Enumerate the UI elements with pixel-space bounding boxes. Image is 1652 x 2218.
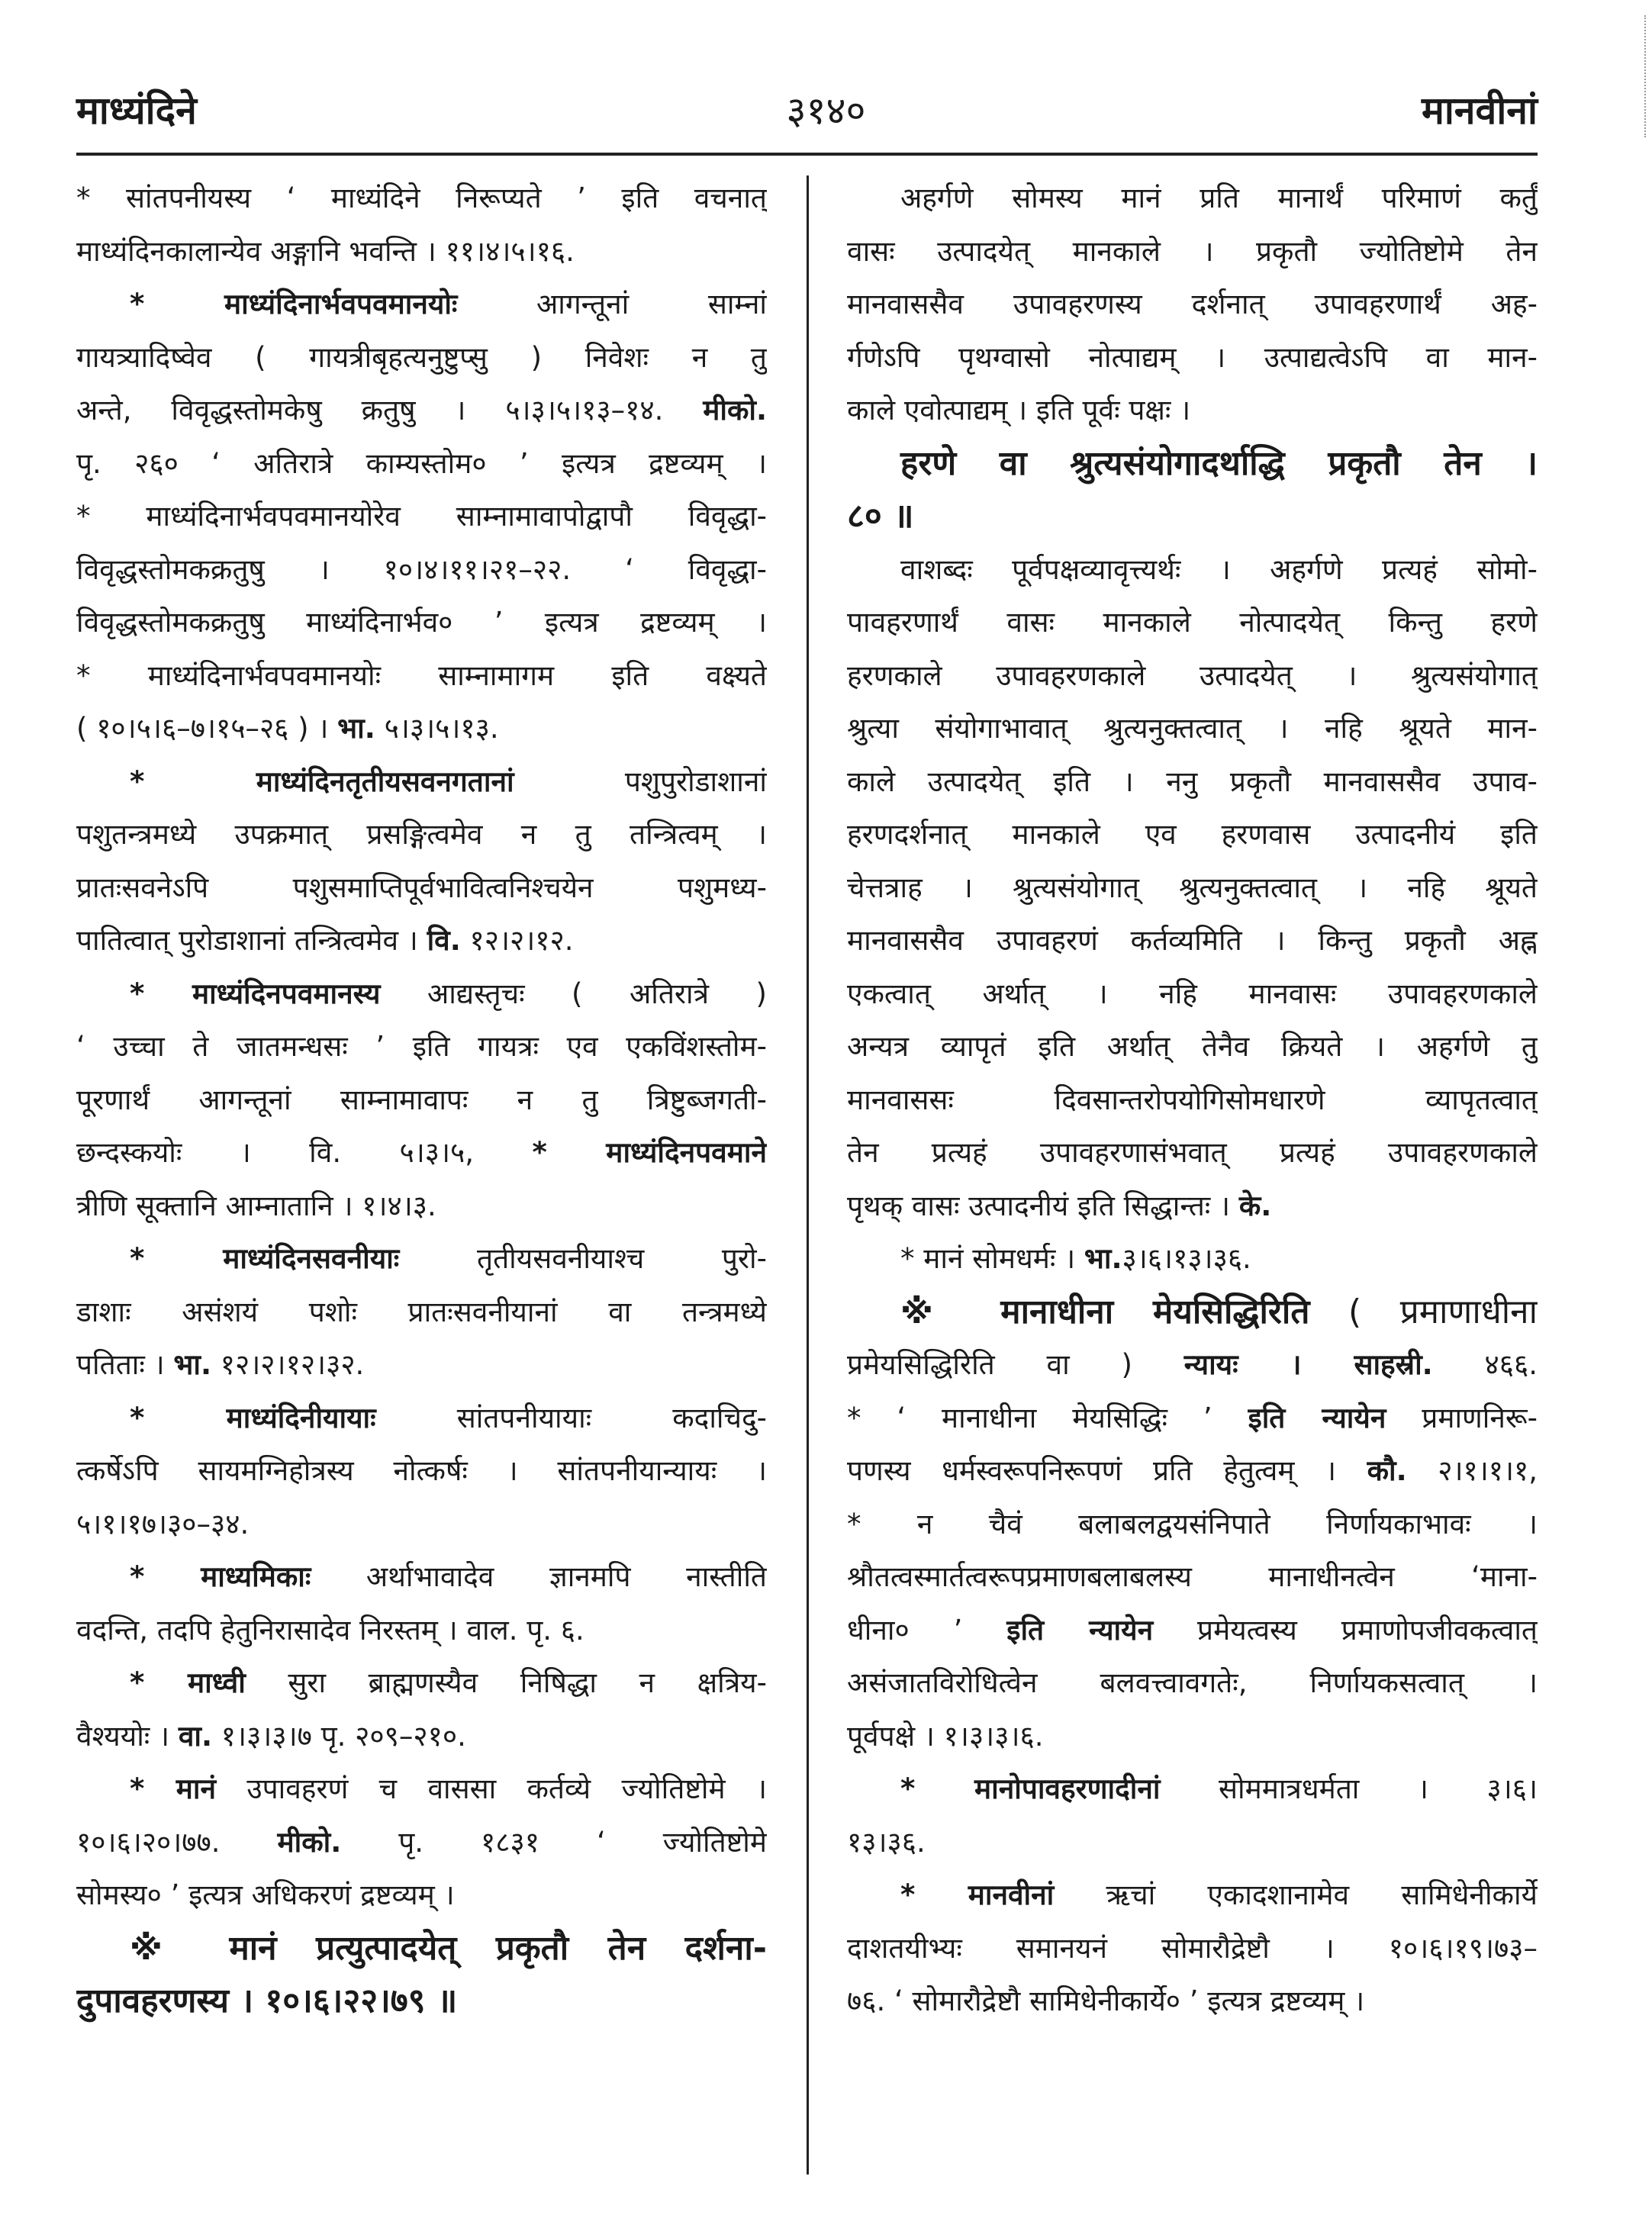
text-line bbox=[847, 1074, 1538, 1127]
text-line bbox=[847, 1338, 1538, 1392]
text-line bbox=[847, 490, 1538, 543]
text-line bbox=[76, 1816, 767, 1869]
bold-term: इति न्यायेन bbox=[1006, 1613, 1154, 1647]
text-run: ( १०।५।६–७।१५–२६ ) । bbox=[76, 712, 338, 745]
text-run: पशुतन्त्रमध्ये उपक्रमात् प्रसङ्गित्वमेव न तु तन्त्रित्वम् । bbox=[76, 818, 767, 851]
text-line bbox=[76, 702, 767, 755]
bold-term: भा. bbox=[173, 1348, 212, 1381]
bold-term: इति न्यायेन bbox=[1248, 1401, 1386, 1434]
text-line bbox=[847, 1656, 1538, 1710]
text-line bbox=[76, 649, 767, 703]
text-run: पतिताः । bbox=[76, 1348, 174, 1381]
bold-term: मीको. bbox=[703, 394, 767, 427]
text-run: श्रुत्या संयोगाभावात् श्रुत्यनुक्तत्वात् । नहि श्रूयते मान- bbox=[847, 712, 1538, 745]
text-line bbox=[76, 331, 767, 385]
text-run: पूरणार्थं आगन्तूनां साम्नामावापः न तु त्रिष्टुब्जगती- bbox=[76, 1083, 767, 1116]
bold-term: * माध्वी bbox=[130, 1666, 246, 1699]
text-run: २।१।१।१, bbox=[1406, 1454, 1538, 1487]
bold-term: * मानं bbox=[130, 1772, 217, 1805]
bold-term: दुपावहरणस्य । १०।६।२२।७९ ॥ bbox=[76, 1981, 458, 2020]
text-run: ४६६. bbox=[1432, 1348, 1538, 1381]
text-run: अहर्गणे सोमस्य मानं प्रति मानार्थं परिमाणं कर्तुं bbox=[900, 182, 1538, 214]
text-run: विवृद्धस्तोमकक्रतुषु माध्यंदिनार्भव० ’ इत्यत्र द्रष्टव्यम् । bbox=[76, 606, 767, 639]
text-run: आगन्तूनां साम्नां bbox=[457, 288, 767, 320]
text-run: ३।६।१३।३६. bbox=[1122, 1242, 1251, 1275]
text-line bbox=[76, 1180, 767, 1233]
text-run: १०।६।२०।७७. bbox=[76, 1825, 278, 1859]
bold-term: न्यायः । साहस्री. bbox=[1183, 1348, 1433, 1381]
text-run: पूर्वपक्षे । १।३।३।६. bbox=[847, 1719, 1044, 1753]
text-run: मानवाससैव उपावहरणस्य दर्शनात् उपावहरणार्थं अह- bbox=[847, 288, 1538, 320]
text-line bbox=[76, 861, 767, 915]
text-line bbox=[847, 1020, 1538, 1074]
text-line bbox=[847, 967, 1538, 1021]
text-run: सांतपनीयायाः कदाचिदु- bbox=[375, 1401, 767, 1434]
text-line bbox=[847, 1498, 1538, 1551]
text-line bbox=[847, 1604, 1538, 1657]
text-line bbox=[76, 1550, 767, 1604]
text-line bbox=[847, 649, 1538, 703]
text-run: प्रमेयत्वस्य प्रमाणोपजीवकत्वात् bbox=[1153, 1613, 1538, 1647]
text-run: सुरा ब्राह्मणस्यैव निषिद्धा न क्षत्रिय- bbox=[245, 1666, 767, 1699]
text-run: ७६. ‘ सोमारौद्रेष्टौ सामिधेनीकार्ये० ’ इत्यत्र द्रष्टव्यम् । bbox=[847, 1985, 1365, 2017]
text-run: सोमस्य० ’ इत्यत्र अधिकरणं द्रष्टव्यम् । bbox=[76, 1878, 455, 1911]
text-line bbox=[847, 808, 1538, 861]
text-line bbox=[847, 755, 1538, 809]
text-line bbox=[847, 1762, 1538, 1816]
bold-term: ८० ॥ bbox=[847, 497, 914, 536]
text-line bbox=[76, 1020, 767, 1074]
text-line bbox=[847, 384, 1538, 437]
header-rule bbox=[76, 153, 1538, 156]
text-run: पावहरणार्थं वासः मानकाले नोत्पादयेत् किन्तु हरणे bbox=[847, 606, 1538, 639]
text-line bbox=[76, 1975, 767, 2028]
page-number: ३१४० bbox=[786, 89, 866, 133]
text-line bbox=[76, 543, 767, 597]
bold-term: कौ. bbox=[1367, 1454, 1407, 1487]
text-run: वैश्ययोः । bbox=[76, 1719, 179, 1753]
text-run: त्कर्षेऽपि सायमग्निहोत्रस्य नोत्कर्षः । सांतपनीयान्यायः । bbox=[76, 1454, 767, 1487]
text-run: पणस्य धर्मस्वरूपनिरूपणं प्रति हेतुत्वम् । bbox=[847, 1454, 1367, 1487]
text-run: सोममात्रधर्मता । ३।६। bbox=[1160, 1772, 1538, 1805]
text-run: मानवाससैव उपावहरणं कर्तव्यमिति । किन्तु प्रकृतौ अह्न bbox=[847, 924, 1538, 957]
text-line bbox=[76, 914, 767, 967]
text-run: ऋचां एकादशानामेव सामिधेनीकार्ये bbox=[1054, 1878, 1538, 1911]
text-line bbox=[76, 1604, 767, 1657]
text-line bbox=[847, 437, 1538, 491]
text-line bbox=[76, 1922, 767, 1975]
text-run: मानवाससः दिवसान्तरोपयोगिसोमधारणे व्यापृतत्वात् bbox=[847, 1083, 1538, 1116]
text-run: माध्यंदिनकालान्येव अङ्गानि भवन्ति । ११।४।५।१६. bbox=[76, 234, 575, 268]
bold-term: * माध्यंदिनपवमाने bbox=[532, 1136, 767, 1169]
bold-term: हरणे वा श्रुत्यसंयोगादर्थाद्धि प्रकृतौ तेन । bbox=[900, 443, 1538, 483]
text-line bbox=[76, 1762, 767, 1816]
bold-term: * माध्यंदिनसवनीयाः bbox=[130, 1242, 400, 1275]
text-run: अर्थाभावादेव ज्ञानमपि नास्तीति bbox=[311, 1560, 767, 1593]
text-line bbox=[76, 1656, 767, 1710]
text-run: १२।२।१२।३२. bbox=[211, 1348, 365, 1381]
text-run: काले एवोत्पाद्यम् । इति पूर्वः पक्षः । bbox=[847, 394, 1191, 427]
text-run: विवृद्धस्तोमकक्रतुषु । १०।४।११।२१–२२. ‘ विवृद्धा- bbox=[76, 552, 767, 586]
text-run: * ‘ मानाधीना मेयसिद्धिः ’ bbox=[847, 1401, 1248, 1434]
text-line bbox=[847, 172, 1538, 225]
text-line bbox=[76, 437, 767, 491]
text-line bbox=[76, 1444, 767, 1498]
text-run: ५।३।५।१३. bbox=[375, 712, 499, 745]
text-line bbox=[76, 1338, 767, 1392]
text-line bbox=[847, 1392, 1538, 1445]
bold-term: * माध्यमिकाः bbox=[130, 1560, 311, 1593]
text-line bbox=[847, 1816, 1538, 1869]
text-run: हरणकाले उपावहरणकाले उत्पादयेत् । श्रुत्यसंयोगात् bbox=[847, 658, 1538, 692]
text-line bbox=[76, 225, 767, 278]
bold-term: * माध्यंदिनार्भवपवमानयोः bbox=[130, 288, 458, 320]
text-run: पृ. १८३१ ‘ ज्योतिष्टोमे bbox=[341, 1825, 767, 1859]
text-run: वासः उत्पादयेत् मानकाले । प्रकृतौ ज्योतिष्टोमे तेन bbox=[847, 234, 1538, 268]
text-run: पशुपुरोडाशानां bbox=[514, 765, 767, 798]
text-run: एकत्वात् अर्थात् । नहि मानवासः उपावहरणकाले bbox=[847, 977, 1538, 1010]
text-line bbox=[76, 755, 767, 809]
text-line bbox=[76, 1498, 767, 1551]
text-run: पातित्वात् पुरोडाशानां तन्त्रित्वमेव । bbox=[76, 924, 427, 957]
bold-term: * मानवीनां bbox=[900, 1878, 1055, 1911]
text-line bbox=[76, 1126, 767, 1180]
text-run: दाशतयीभ्यः समानयनं सोमारौद्रेष्टौ । १०।६।१९।७३– bbox=[847, 1931, 1538, 1965]
bold-term: * माध्यंदिनतृतीयसवनगतानां bbox=[130, 765, 514, 798]
text-run: वाशब्दः पूर्वपक्षव्यावृत्त्यर्थः । अहर्गणे प्रत्यहं सोमो- bbox=[900, 552, 1538, 586]
text-run: ( प्रमाणाधीना bbox=[1309, 1292, 1538, 1331]
bold-term: मीको. bbox=[277, 1825, 342, 1859]
text-run: प्रातःसवनेऽपि पशुसमाप्तिपूर्वभावित्वनिश्चयेन पशुमध्य- bbox=[76, 871, 767, 904]
text-run: ‘ उच्चा ते जातमन्धसः ’ इति गायत्रः एव एकविंशस्तोम- bbox=[76, 1030, 767, 1063]
text-line bbox=[847, 596, 1538, 649]
text-line bbox=[847, 1975, 1538, 2028]
text-line bbox=[76, 1232, 767, 1286]
text-run: डाशाः असंशयं पशोः प्रातःसवनीयानां वा तन्त्रमध्ये bbox=[76, 1295, 767, 1328]
text-line bbox=[847, 331, 1538, 385]
bold-term: * माध्यंदिनीयायाः bbox=[130, 1401, 376, 1434]
bold-term: ※ मानाधीना मेयसिद्धिरिति bbox=[900, 1292, 1310, 1331]
bold-term: वि. bbox=[427, 924, 461, 957]
bold-term: वा. bbox=[178, 1719, 213, 1753]
text-line bbox=[847, 543, 1538, 597]
text-line bbox=[76, 1286, 767, 1339]
text-run: र्गणेऽपि पृथग्वासो नोत्पाद्यम् । उत्पाद्यत्वेऽपि वा मान- bbox=[847, 340, 1538, 374]
right-column bbox=[847, 172, 1538, 2028]
text-run: ५।१।१७।३०–३४. bbox=[76, 1507, 250, 1540]
text-run: तृतीयसवनीयाश्च पुरो- bbox=[399, 1242, 767, 1275]
running-header-left: माध्यंदिने bbox=[76, 89, 197, 133]
bold-term: भा. bbox=[337, 712, 375, 745]
text-line bbox=[847, 1286, 1538, 1339]
text-line bbox=[76, 1392, 767, 1445]
text-line bbox=[847, 278, 1538, 331]
text-line bbox=[847, 1180, 1538, 1233]
text-line bbox=[76, 808, 767, 861]
text-run: १२।२।१२. bbox=[460, 924, 574, 957]
text-run: * न चैवं बलाबलद्वयसंनिपाते निर्णायकाभावः । bbox=[847, 1507, 1538, 1540]
text-line bbox=[847, 1869, 1538, 1922]
text-line bbox=[847, 1444, 1538, 1498]
left-column bbox=[76, 172, 767, 2028]
running-header-right: मानवीनां bbox=[1421, 89, 1538, 133]
text-line bbox=[847, 1232, 1538, 1286]
text-run: हरणदर्शनात् मानकाले एव हरणवास उत्पादनीयं इति bbox=[847, 818, 1538, 851]
text-line bbox=[76, 172, 767, 225]
text-run: १३।३६. bbox=[847, 1825, 926, 1859]
text-line bbox=[76, 1074, 767, 1127]
text-run: तेन प्रत्यहं उपावहरणासंभवात् प्रत्यहं उपावहरणकाले bbox=[847, 1136, 1538, 1169]
bold-term: * मानोपावहरणादीनां bbox=[900, 1772, 1161, 1805]
text-run: * माध्यंदिनार्भवपवमानयोः साम्नामागम इति वक्ष्यते bbox=[76, 658, 767, 692]
text-line bbox=[76, 1710, 767, 1763]
text-line bbox=[76, 967, 767, 1021]
text-run: अन्यत्र व्यापृतं इति अर्थात् तेनैव क्रियते । अहर्गणे तु bbox=[847, 1030, 1538, 1063]
text-line bbox=[847, 702, 1538, 755]
text-run: काले उत्पादयेत् इति । ननु प्रकृतौ मानवाससैव उपाव- bbox=[847, 765, 1538, 798]
text-run: श्रौतत्वस्मार्तत्वरूपप्रमाणबलाबलस्य मानाधीनत्वेन ‘माना- bbox=[847, 1560, 1538, 1593]
text-line bbox=[847, 914, 1538, 967]
text-line bbox=[847, 1126, 1538, 1180]
column-divider bbox=[807, 175, 809, 2175]
text-run: पृथक् वासः उत्पादनीयं इति सिद्धान्तः । bbox=[847, 1189, 1239, 1222]
text-run: त्रीणि सूक्तानि आम्नातानि । १।४।३. bbox=[76, 1189, 436, 1222]
text-run: आद्यस्तृचः ( अतिरात्रे ) bbox=[380, 977, 767, 1010]
text-line bbox=[847, 1550, 1538, 1604]
text-run: १।३।३।७ पृ. २०९–२१०. bbox=[212, 1719, 466, 1753]
text-line bbox=[76, 596, 767, 649]
text-run: चेत्तत्राह । श्रुत्यसंयोगात् श्रुत्यनुक्तत्वात् । नहि श्रूयते bbox=[847, 871, 1538, 904]
bold-term: के. bbox=[1238, 1189, 1272, 1222]
text-run: असंजातविरोधित्वेन बलवत्त्वावगतेः, निर्णायकसत्वात् । bbox=[847, 1666, 1538, 1699]
text-run: गायत्र्यादिष्वेव ( गायत्रीबृहत्यनुष्टुप्सु ) निवेशः न तु bbox=[76, 340, 767, 374]
text-run: छन्दस्कयोः । वि. ५।३।५, bbox=[76, 1136, 533, 1169]
text-line bbox=[76, 1869, 767, 1922]
text-run: * सांतपनीयस्य ‘ माध्यंदिने निरूप्यते ’ इति वचनात् bbox=[76, 182, 767, 214]
text-run: उपावहरणं च वाससा कर्तव्ये ज्योतिष्टोमे । bbox=[216, 1772, 767, 1805]
text-line bbox=[76, 490, 767, 543]
text-run: अन्ते, विवृद्धस्तोमकेषु क्रतुषु । ५।३।५।१३–१४. bbox=[76, 394, 704, 427]
text-line bbox=[76, 278, 767, 331]
text-line bbox=[847, 861, 1538, 915]
text-run: प्रमाणनिरू- bbox=[1386, 1401, 1538, 1434]
text-run: पृ. २६० ‘ अतिरात्रे काम्यस्तोम० ’ इत्यत्र द्रष्टव्यम् । bbox=[76, 446, 767, 480]
text-line bbox=[76, 384, 767, 437]
text-run: * मानं सोमधर्मः । bbox=[900, 1242, 1084, 1275]
text-run: वदन्ति, तदपि हेतुनिरासादेव निरस्तम् । वाल. पृ. ६. bbox=[76, 1613, 584, 1647]
bold-term: * माध्यंदिनपवमानस्य bbox=[130, 977, 381, 1010]
text-line bbox=[847, 1710, 1538, 1763]
text-line bbox=[847, 1922, 1538, 1975]
text-run: प्रमेयसिद्धिरिति वा ) bbox=[847, 1348, 1184, 1381]
bold-term: ※ मानं प्रत्युत्पादयेत् प्रकृतौ तेन दर्शना- bbox=[130, 1928, 767, 1968]
bold-term: भा. bbox=[1084, 1242, 1122, 1275]
text-line bbox=[847, 225, 1538, 278]
text-run: * माध्यंदिनार्भवपवमानयोरेव साम्नामावापोद्वापौ विवृद्धा- bbox=[76, 500, 767, 533]
text-run: धीना० ’ bbox=[847, 1613, 1007, 1647]
